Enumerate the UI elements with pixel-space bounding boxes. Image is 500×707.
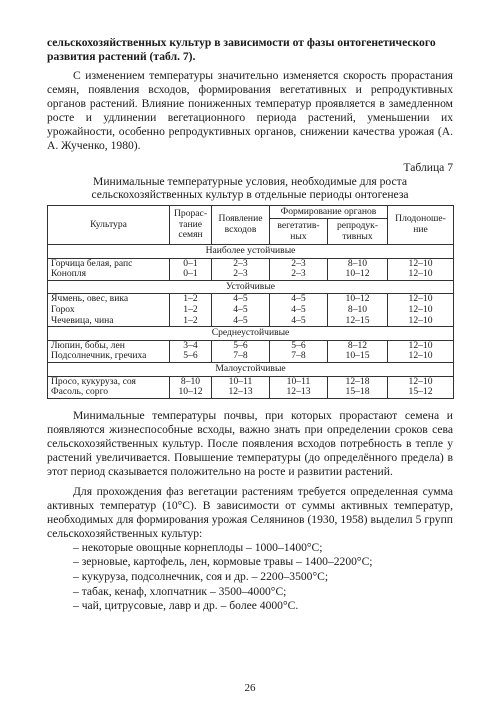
cell-value: 10–12 xyxy=(345,293,370,305)
cell-germination xyxy=(170,294,212,327)
cell-value: 15–18 xyxy=(345,386,370,398)
cell-value: 12–18 xyxy=(345,375,370,387)
intro-line-2: развития растений (табл. 7). xyxy=(47,50,196,63)
cell-value: 10–15 xyxy=(345,350,370,362)
cell-value: Чечевица, чина xyxy=(51,314,114,326)
list-item: – чай, цитрусовые, лавр и др. – более 4000°С. xyxy=(73,599,299,613)
cell-value: 12–10 xyxy=(408,293,433,305)
cell-value: 12–10 xyxy=(408,350,433,362)
header-reproductive: репродук-тивных xyxy=(328,219,388,245)
cell-value: Просо, кукуруза, соя xyxy=(51,375,136,387)
cell-value: 12–15 xyxy=(345,314,370,326)
cell-value: 4–5 xyxy=(291,303,306,315)
cell-value: Подсолнечник, гречиха xyxy=(51,350,147,362)
cell-value: 12–10 xyxy=(408,314,433,326)
table-title-line-1: Минимальные температурные условия, необходимые для роста xyxy=(93,175,407,188)
section-name: Малоустойчивые xyxy=(48,362,454,376)
min-temperature-table xyxy=(47,205,454,399)
cell-vegetative xyxy=(270,340,328,362)
cell-value: 12–13 xyxy=(228,386,253,398)
cell-germination xyxy=(170,376,212,398)
cell-value: 0–1 xyxy=(183,268,198,280)
cell-value: 2–3 xyxy=(233,257,248,269)
page-content xyxy=(47,36,453,614)
section-row xyxy=(48,327,454,341)
intro-line-1: сельскохозяйственных культур в зависимости от фазы онтогенетического xyxy=(47,36,436,49)
cell-value: 2–3 xyxy=(233,268,248,280)
cell-value: Горчица белая, рапс xyxy=(51,257,133,269)
cell-fruiting xyxy=(388,340,454,362)
section-name: Среднеустойчивые xyxy=(48,327,454,341)
cell-value: 3–4 xyxy=(183,339,198,351)
cell-value: 10–11 xyxy=(228,375,253,387)
cell-value: 12–10 xyxy=(408,257,433,269)
table-row xyxy=(48,376,454,398)
crop-groups-list xyxy=(47,541,453,614)
cell-vegetative xyxy=(270,294,328,327)
paragraph-soil-temperature: Минимальные температуры почвы, при которых прорастают семена и появляются жизнеспособные всходы, важно знать при определении сроков сева сельскохозяйственных культур. После появления всходов потребность в тепле у растений увеличивается. Повышение температуры (до определённого предела) в этот период сказывается положительно на росте и развитии растений. xyxy=(47,408,453,478)
page-number: 26 xyxy=(244,682,256,694)
cell-germination xyxy=(170,340,212,362)
cell-fruiting xyxy=(388,294,454,327)
table-row xyxy=(48,340,454,362)
table-row xyxy=(48,258,454,280)
cell-value: 5–6 xyxy=(291,339,306,351)
cell-value: Конопля xyxy=(51,268,86,280)
list-item: – некоторые овощные корнеплоды – 1000–1400°С; xyxy=(73,540,323,554)
cell-value: 8–10 xyxy=(347,257,368,269)
cell-crops xyxy=(48,258,170,280)
cell-value: 1–2 xyxy=(183,314,198,326)
cell-value: 15–12 xyxy=(408,386,433,398)
cell-emergence xyxy=(212,294,270,327)
list-item: – табак, кенаф, хлопчатник – 3500–4000°С; xyxy=(73,584,287,598)
cell-value: 12–13 xyxy=(286,386,311,398)
cell-crops xyxy=(48,294,170,327)
cell-value: 10–12 xyxy=(178,386,203,398)
header-fruiting: Плодоноше-ние xyxy=(388,206,454,245)
section-row xyxy=(48,245,454,259)
cell-value: 4–5 xyxy=(233,314,248,326)
cell-reproductive xyxy=(328,376,388,398)
cell-value: 7–8 xyxy=(291,350,306,362)
cell-value: 5–6 xyxy=(183,350,198,362)
header-organs: Формирование органов xyxy=(270,206,388,219)
cell-value: 12–10 xyxy=(408,375,433,387)
paragraph-temperature-effects: С изменением температуры значительно изменяется скорость прорастания семян, появления всходов, формирования вегетативных и репродуктивных органов растений. Влияние пониженных температур проявляется в замедленном росте и удлинении вегетационного периода растений, уменьшении их урожайности, особенно репродуктивных органов, снижении качества урожая (А. А. Жученко, 1980). xyxy=(47,69,453,152)
list-item: – зерновые, картофель, лен, кормовые травы – 1400–2200°С; xyxy=(73,555,373,569)
table-number: Таблица 7 xyxy=(403,161,453,174)
cell-value: 10–12 xyxy=(345,268,370,280)
cell-vegetative xyxy=(270,258,328,280)
cell-value: 0–1 xyxy=(183,257,198,269)
cell-value: Люпин, бобы, лен xyxy=(51,339,125,351)
header-emergence: Появление всходов xyxy=(212,206,270,245)
cell-reproductive xyxy=(328,258,388,280)
cell-value: 12–10 xyxy=(408,339,433,351)
header-germination xyxy=(170,206,212,245)
section-row xyxy=(48,280,454,294)
cell-value: 4–5 xyxy=(291,293,306,305)
table-body xyxy=(48,245,454,399)
section-name: Наиболее устойчивые xyxy=(48,245,454,259)
header-vegetative: вегетатив-ных xyxy=(270,219,328,245)
cell-value: 8–10 xyxy=(347,303,368,315)
cell-value: 1–2 xyxy=(183,303,198,315)
cell-value: 8–10 xyxy=(180,375,201,387)
table-title-line-2: сельскохозяйственных культур в отдельные периоды онтогенеза xyxy=(91,188,409,201)
cell-reproductive xyxy=(328,294,388,327)
cell-fruiting xyxy=(388,376,454,398)
section-name: Устойчивые xyxy=(48,280,454,294)
cell-value: 12–10 xyxy=(408,303,433,315)
cell-value: Горох xyxy=(51,303,75,315)
cell-value: 2–3 xyxy=(291,268,306,280)
cell-value: 7–8 xyxy=(233,350,248,362)
cell-value: 12–10 xyxy=(408,268,433,280)
cell-crops xyxy=(48,340,170,362)
cell-value: 2–3 xyxy=(291,257,306,269)
cell-reproductive xyxy=(328,340,388,362)
cell-value: Ячмень, овес, вика xyxy=(51,293,129,305)
cell-value: 1–2 xyxy=(183,293,198,305)
list-item: – кукуруза, подсолнечник, соя и др. – 2200–3500°С; xyxy=(73,569,329,583)
header-culture: Культура xyxy=(48,206,170,245)
cell-emergence xyxy=(212,258,270,280)
cell-fruiting xyxy=(388,258,454,280)
cell-value: 5–6 xyxy=(233,339,248,351)
cell-value: 8–12 xyxy=(347,339,368,351)
cell-value: 4–5 xyxy=(233,293,248,305)
cell-germination xyxy=(170,258,212,280)
cell-crops xyxy=(48,376,170,398)
cell-emergence xyxy=(212,376,270,398)
cell-value: Фасоль, сорго xyxy=(51,386,109,398)
table-row xyxy=(48,294,454,327)
cell-vegetative xyxy=(270,376,328,398)
header-germination-label: Прорас-тание семян xyxy=(173,208,208,241)
paragraph-active-temperatures: Для прохождения фаз вегетации растениям требуется определенная сумма активных температур (10°С). В зависимости от суммы активных температур, необходимых для формирования урожая Селянинов (1930, 1958) выделил 5 групп сельскохозяйственных культур: xyxy=(47,484,453,540)
section-row xyxy=(48,362,454,376)
cell-value: 4–5 xyxy=(291,314,306,326)
cell-emergence xyxy=(212,340,270,362)
cell-value: 10–11 xyxy=(286,375,311,387)
cell-value: 4–5 xyxy=(233,303,248,315)
